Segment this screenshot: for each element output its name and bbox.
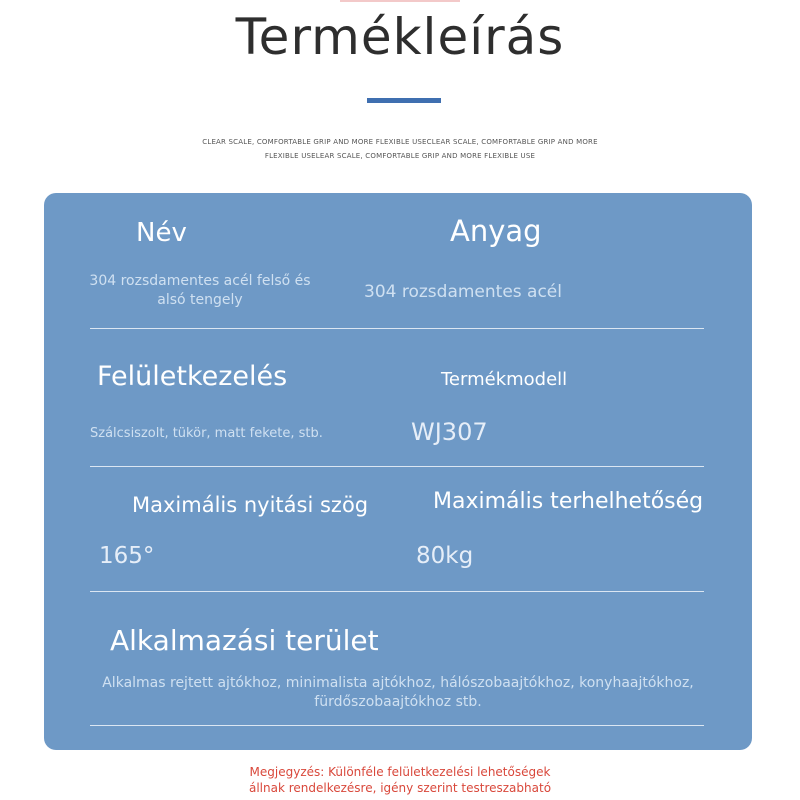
spec-name-value: [70, 272, 330, 310]
spec-material-label: Anyag: [450, 214, 542, 248]
title-underline: [367, 98, 441, 103]
subtitle: [200, 135, 600, 163]
spec-model-label: Termékmodell: [441, 369, 568, 390]
divider-1: [90, 328, 704, 329]
spec-name-value-line-1: 304 rozsdamentes acél felső és: [89, 273, 311, 289]
spec-application-label: Alkalmazási terület: [110, 624, 379, 657]
divider-3: [90, 591, 704, 592]
subtitle-line-1: CLEAR SCALE, COMFORTABLE GRIP AND MORE FLEXIBLE USECLEAR SCALE, COMFORTABLE GRIP AND MORE: [202, 138, 598, 146]
spec-name-label: Név: [136, 218, 187, 248]
spec-max-load-value: 80kg: [416, 543, 474, 569]
spec-surface-label: Felületkezelés: [97, 361, 288, 392]
spec-max-load-label: Maximális terhelhetőség: [433, 489, 704, 514]
divider-2: [90, 466, 704, 467]
spec-max-angle-value: 165°: [99, 543, 155, 569]
spec-surface-value: Szálcsiszolt, tükör, matt fekete, stb.: [90, 426, 323, 441]
spec-application-value: [60, 674, 736, 712]
spec-application-value-line-1: Alkalmas rejtett ajtókhoz, minimalista ajtókhoz, hálószobaajtókhoz, konyhaajtókhoz,: [102, 675, 694, 691]
page-title: Termékleírás: [235, 8, 565, 66]
top-accent-line: [340, 0, 460, 2]
note-line-2: állnak rendelkezésre, igény szerint testreszabható: [248, 781, 552, 795]
note-line-1: Megjegyzés: Különféle felületkezelési lehetőségek: [249, 765, 551, 779]
spec-application-value-line-2: fürdőszobaajtókhoz stb.: [314, 694, 482, 710]
divider-4: [90, 725, 704, 726]
spec-max-angle-label: Maximális nyitási szög: [132, 493, 369, 517]
spec-name-value-line-2: alsó tengely: [157, 292, 243, 308]
spec-material-value: 304 rozsdamentes acél: [364, 282, 562, 302]
note: [0, 764, 800, 796]
subtitle-line-2: FLEXIBLE USELEAR SCALE, COMFORTABLE GRIP AND MORE FLEXIBLE USE: [264, 152, 536, 160]
spec-model-value: WJ307: [411, 418, 488, 446]
